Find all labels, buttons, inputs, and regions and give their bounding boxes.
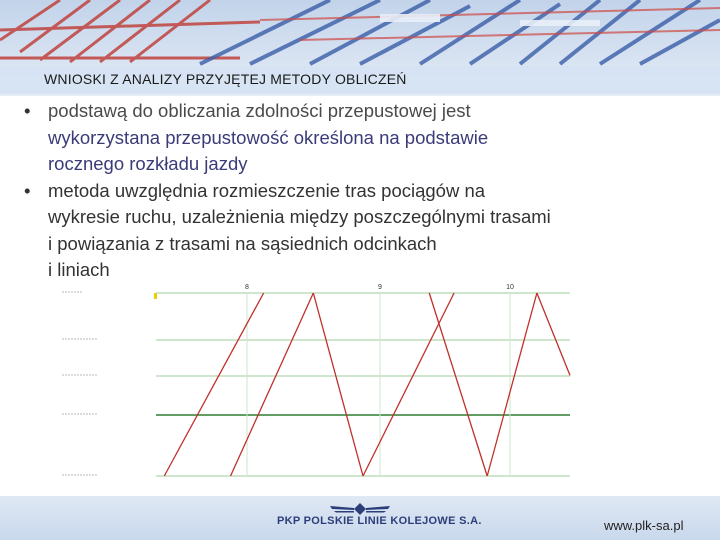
train-path-line [164,293,263,476]
footer-logo-text: PKP POLSKIE LINIE KOLEJOWE S.A. [277,515,482,527]
hour-label: 10 [506,284,514,291]
train-path-line [313,293,363,476]
train-path-line [429,293,487,476]
page-title: WNIOSKI Z ANALIZY PRZYJĘTEJ METODY OBLICZEŃ [44,71,407,87]
bullet-symbol: • [24,179,31,201]
train-path-line [487,293,537,476]
chart-train-paths [164,293,570,476]
bullet-line: podstawą do obliczania zdolności przepustowej jest [48,100,471,121]
bullet-line: i powiązania z trasami na sąsiednich odcinkach [48,232,437,254]
bullet-symbol: • [24,100,31,121]
bullet-line: wykresie ruchu, uzależnienia między poszczególnymi trasami [48,206,551,227]
bullet-line: rocznego rozkładu jazdy [48,153,248,174]
bullet-line: i liniach [48,259,110,280]
train-path-line [363,293,454,476]
train-path-line [537,293,570,375]
bullet-line: wykorzystana przepustowość określona na podstawie [48,126,489,148]
bullet-line: metoda uwzględnia rozmieszczenie tras pociągów na [48,179,486,201]
footer-url[interactable]: www.plk-sa.pl [604,518,684,533]
hour-label: 9 [378,284,382,291]
chart-grid [62,292,570,476]
hour-label: 8 [245,284,249,291]
train-path-line [231,293,314,476]
start-marker [154,293,157,299]
chart-labels [245,284,514,291]
